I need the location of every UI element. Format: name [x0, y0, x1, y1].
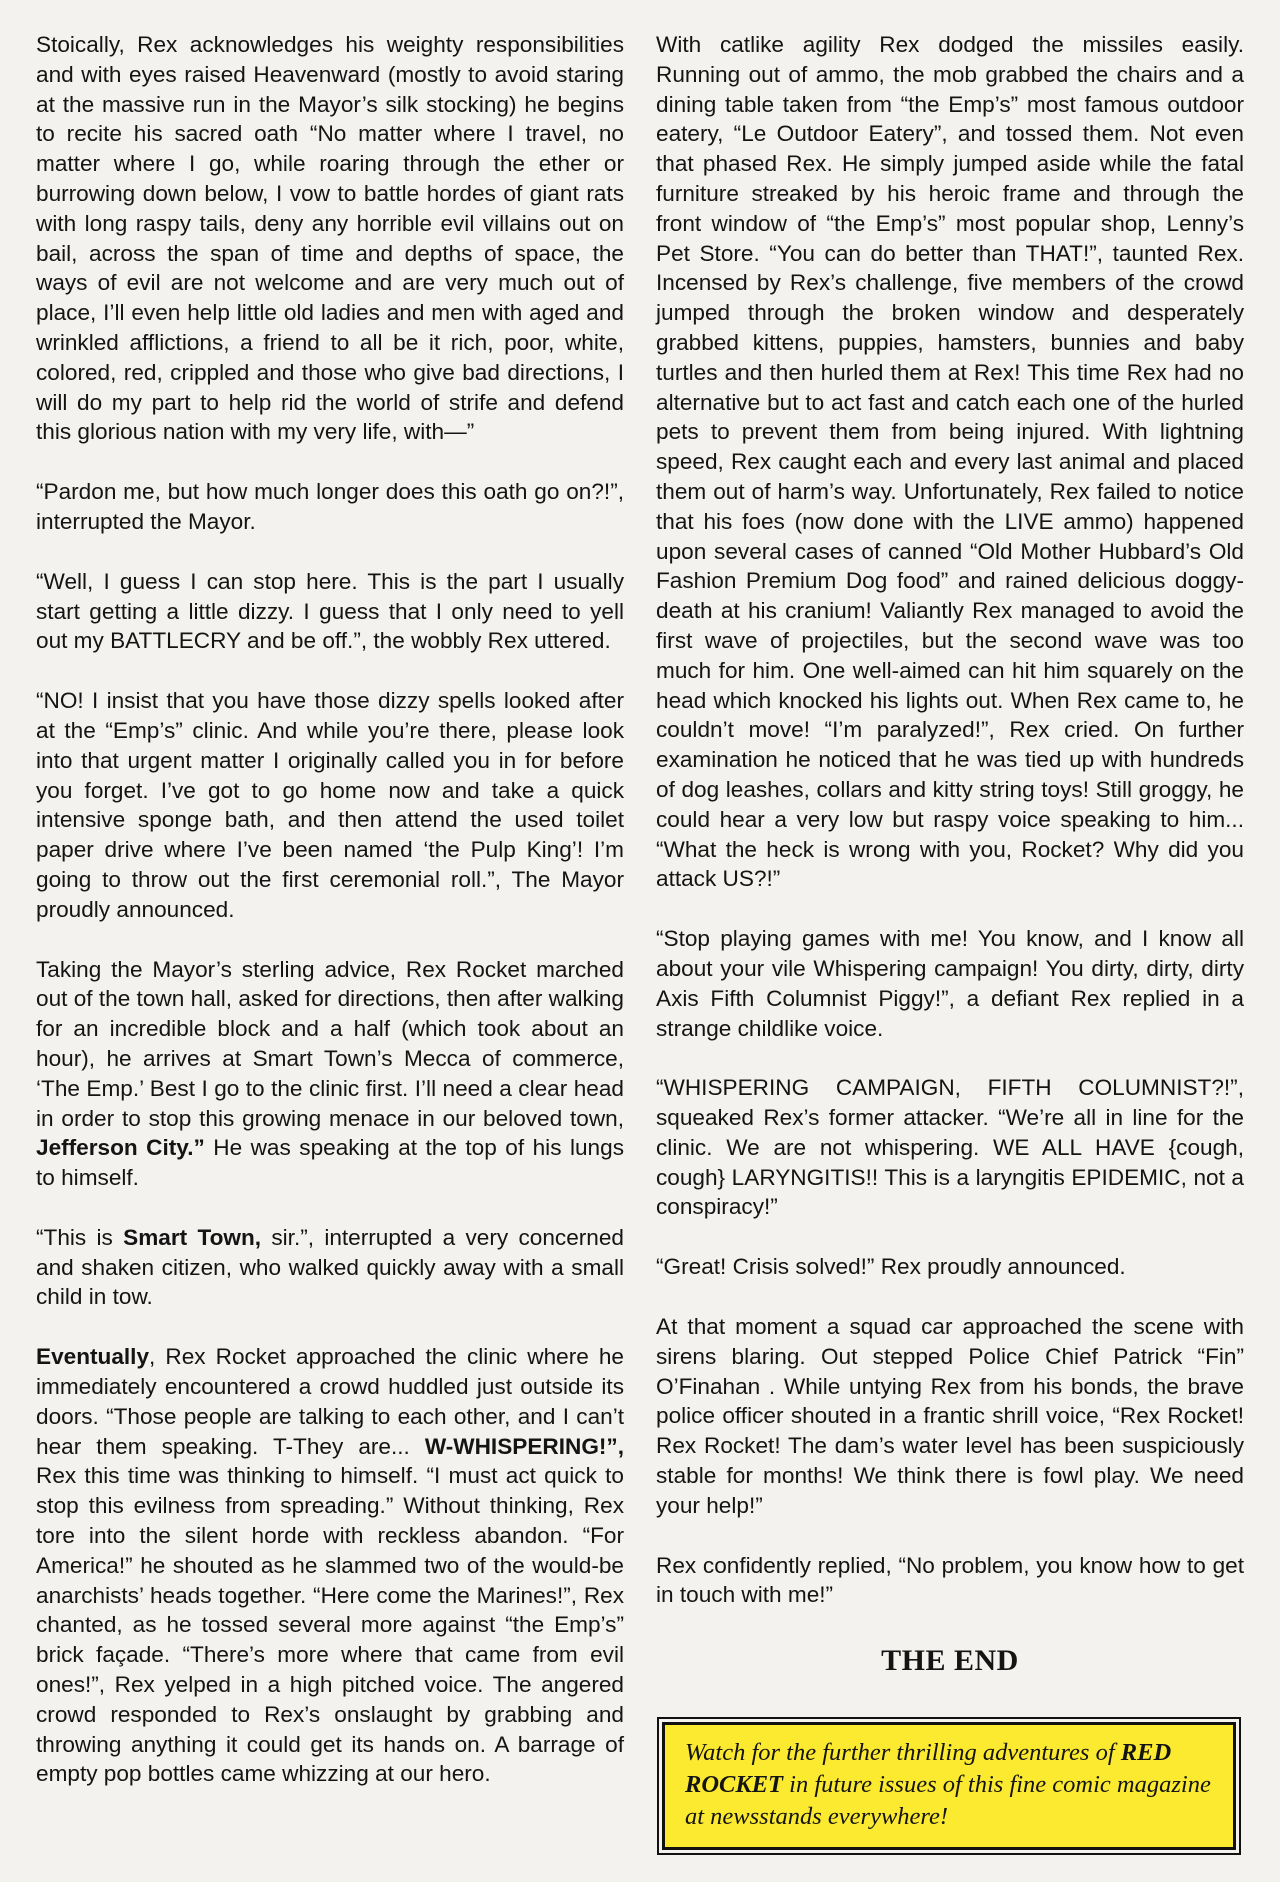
paragraph-pet-store: With catlike agility Rex dodged the missiles easily. Running out of ammo, the mob grabbed the chairs and a dining table taken from “the Emp’s” most famous outdoor eatery, “Le Outdoor Eatery”, and tossed them. Not even that phased Rex. He simply jumped aside while the fatal furniture streaked by his heroic frame and through the front window of “the Emp’s” most popular shop, Lenny’s Pet Store. “You can do better than THAT!”, taunted Rex. Incensed by Rex’s challenge, five members of the crowd jumped through the broken window and desperately grabbed kittens, puppies, hamsters, bunnies and baby turtles and then hurled them at Rex! This time Rex had no alternative but to act fast and catch each one of the hurled pets to prevent them from being injured. With lightning speed, Rex caught each and every last animal and placed them out of harm’s way. Unfortunately, Rex failed to notice that his foes (now done with the LIVE ammo) happened upon several cases of canned “Old Mother Hubbard’s Old Fashion Premium Dog food” and rained delicious doggy-death at his cranium! Valiantly Rex managed to avoid the first wave of projectiles, but the second wave was too much for him. One well-aimed can hit him squarely on the head which knocked his lights out. When Rex came to, he couldn’t move! “I’m paralyzed!”, Rex cried. On further examination he noticed that he was tied up with hundreds of dog leashes, collars and kitty string toys! Still groggy, he could hear a very low but raspy voice speaking to him... “What the heck is wrong with you, Rocket? Why did you attack US?!” [656, 32, 1244, 892]
paragraph-emp-arrival: Taking the Mayor’s sterling advice, Rex Rocket marched out of the town hall, asked for directions, then after walking for an incredible block and a half (which took about an hour), he arrives at Smart Town’s Mecca of commerce, ‘The Emp.’ Best I go to the clinic first. I’ll need a clear head in order to stop this growing menace in our beloved town, Jefferson City.” He was speaking at the top of his lungs to himself. [36, 956, 624, 1191]
paragraph-oath: Stoically, Rex acknowledges his weighty responsibilities and with eyes raised Heavenward (mostly to avoid staring at the massive run in the Mayor’s silk stocking) he begins to recite his sacred oath “No matter where I travel, no matter where I go, while roaring through the ether or burrowing down below, I vow to battle hordes of giant rats with long raspy tails, deny any horrible evil villains out on bail, across the span of time and depths of space, the ways of evil are not welcome and are very much out of place, I’ll even help little old ladies and men with aged and wrinkled afflictions, a friend to all be it rich, poor, white, colored, red, crippled and those who give bad directions, I will do my part to help rid the world of strife and defend this glorious nation with my very life, with—” [36, 32, 624, 445]
paragraph-laryngitis: “WHISPERING CAMPAIGN, FIFTH COLUMNIST?!”, squeaked Rex’s former attacker. “We’re all in line for the clinic. We are not whispering. WE ALL HAVE {cough, cough} LARYNGITIS!! This is a laryngitis EPIDEMIC, not a conspiracy!” [656, 1075, 1244, 1220]
the-end-heading: THE END [881, 1644, 1019, 1678]
paragraph-mayor-interrupt: “Pardon me, but how much longer does this oath go on?!”, interrupted the Mayor. [36, 479, 624, 534]
promo-box: Watch for the further thrilling adventures of RED ROCKET in future issues of this fine comic magazine at newsstands everywhere! [662, 1722, 1236, 1850]
paragraph-defiant-rex: “Stop playing games with me! You know, and I know all about your vile Whispering campaign! You dirty, dirty, dirty Axis Fifth Columnist Piggy!”, a defiant Rex replied in a strange childlike voice. [656, 926, 1244, 1041]
eventually-bold: Eventually [36, 1344, 150, 1370]
paragraph-clinic-crowd: Eventually, Rex Rocket approached the clinic where he immediately encountered a crowd huddled just outside its doors. “Those people are talking to each other, and I can’t hear them speaking. T-They are... W-WHISPERING!”, Rex this time was thinking to himself. “I must act quick to stop this evilness from spreading.” Without thinking, Rex tore into the silent horde with reckless abandon. “For America!” he shouted as he slammed two of the would-be anarchists’ heads together. “Here come the Marines!”, Rex chanted, as he tossed several more against “the Emp’s” brick façade. “There’s more where that came from evil ones!”, Rex yelped in a high pitched voice. The angered crowd responded to Rex’s onslaught by grabbing and throwing anything it could get its hands on. A barrage of empty pop bottles came whizzing at our hero. [36, 1344, 624, 1787]
paragraph-police-chief: At that moment a squad car approached the scene with sirens blaring. Out stepped Police Chief Patrick “Fin” O’Finahan . While untying Rex from his bonds, the brave police officer shouted in a frantic shrill voice, “Rex Rocket! Rex Rocket! The dam’s water level has been suspiciously stable for months! We think there is fowl play. We need your help!” [656, 1314, 1244, 1518]
paragraph-crisis-solved: “Great! Crisis solved!” Rex proudly announced. [656, 1254, 1126, 1280]
paragraph-rex-reply: Rex confidently replied, “No problem, you know how to get in touch with me!” [656, 1552, 1244, 1608]
smart-town-bold: Smart Town, [123, 1224, 262, 1250]
paragraph-mayor-insists: “NO! I insist that you have those dizzy spells looked after at the “Emp’s” clinic. And while you’re there, please look into that urgent matter I originally called you in for before you forget. I’ve got to go home now and take a quick intensive sponge bath, and then attend the used toilet paper drive where I’ve been named ‘the Pulp King’! I’m going to throw out the first ceremonial roll.”, The Mayor proudly announced. [36, 688, 624, 922]
paragraph-rex-dizzy: “Well, I guess I can stop here. This is the part I usually start getting a little dizzy. I guess that I only need to yell out my BATTLECRY and be off.”, the wobbly Rex uttered. [36, 568, 624, 654]
paragraph-smart-town: “This is Smart Town, sir.”, interrupted a very concerned and shaken citizen, who walked quickly away with a small child in tow. [36, 1224, 624, 1310]
left-column [36, 30, 624, 1882]
red-rocket-bold: RED ROCKET [685, 1739, 1172, 1799]
jefferson-city-bold: Jefferson City.” [36, 1135, 205, 1161]
right-column [656, 30, 1244, 1882]
whispering-bold: W-WHISPERING!”, [424, 1433, 624, 1459]
